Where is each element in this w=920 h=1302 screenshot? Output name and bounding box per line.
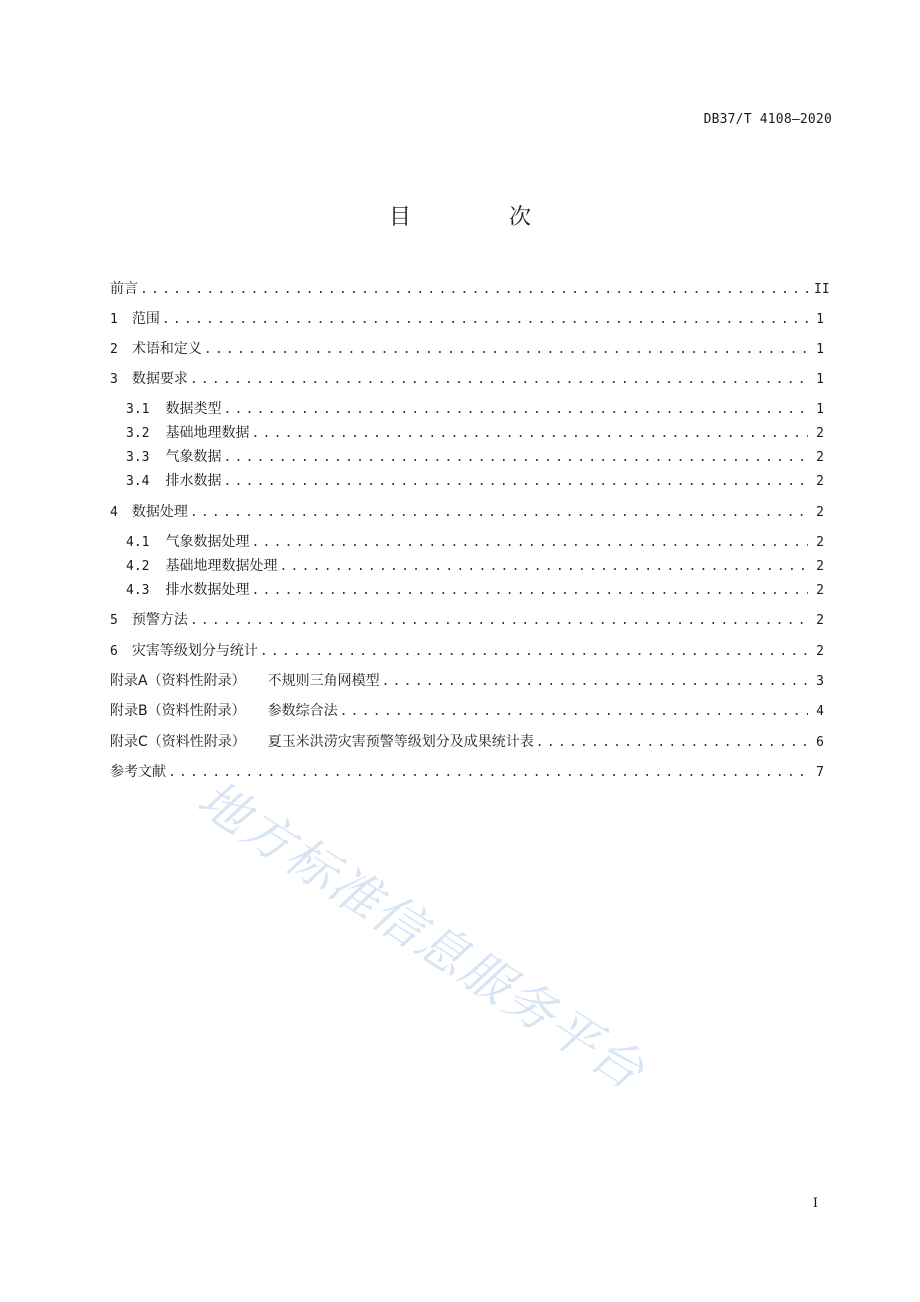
toc-section-number: 4 <box>110 505 118 520</box>
toc-page-number: 2 <box>816 426 824 441</box>
toc-leader-dots <box>223 472 808 492</box>
toc-entry-title: 参考文献 <box>110 764 166 780</box>
toc-entry-appendix-a[interactable] <box>110 671 824 691</box>
toc-entry-4[interactable] <box>110 502 824 522</box>
toc-entry-2[interactable] <box>110 339 824 359</box>
toc-entry-title: 基础地理数据 <box>165 425 250 441</box>
toc-page-number: 2 <box>816 559 824 574</box>
toc-section-number: 4.2 <box>126 559 150 574</box>
toc-entry-title: 数据类型 <box>165 401 222 417</box>
toc-leader-dots <box>251 533 808 553</box>
toc-leader-dots <box>162 310 808 330</box>
toc-appendix-prefix: 附录A（资料性附录） <box>110 673 246 689</box>
toc-entry-title: 夏玉米洪涝灾害预警等级划分及成果统计表 <box>267 734 534 750</box>
toc-entry-title: 灾害等级划分与统计 <box>131 643 258 659</box>
toc-entry-title: 前言 <box>110 281 138 297</box>
toc-leader-dots <box>251 424 808 444</box>
toc-page-number: 7 <box>816 765 824 780</box>
toc-entry-4-1[interactable] <box>110 532 824 552</box>
toc-leader-dots <box>190 370 808 390</box>
watermark-text: 地方标准信息服务平台 <box>187 769 656 1102</box>
toc-entry-3-1[interactable] <box>110 399 824 419</box>
toc-page-number: 2 <box>816 505 824 520</box>
toc-entry-title: 预警方法 <box>131 612 188 628</box>
toc-leader-dots <box>168 763 808 783</box>
toc-leader-dots <box>251 581 808 601</box>
toc-entry-6[interactable] <box>110 641 824 661</box>
toc-leader-dots <box>223 400 808 420</box>
toc-section-number: 3.1 <box>126 402 150 417</box>
page-title: 目 次 <box>388 205 569 230</box>
toc-page-number: 2 <box>816 474 824 489</box>
toc-page-number: 1 <box>816 372 824 387</box>
toc-entry-title: 不规则三角网模型 <box>267 673 380 689</box>
page-number: I <box>812 1196 818 1211</box>
toc-section-number: 4.3 <box>126 583 150 598</box>
toc-leader-dots <box>223 448 808 468</box>
toc-section-number: 3.4 <box>126 474 150 489</box>
toc-page-number: 3 <box>816 674 824 689</box>
document-code: DB37/T 4108—2020 <box>703 112 832 127</box>
toc-section-number: 3.3 <box>126 450 150 465</box>
toc-section-number: 1 <box>110 312 118 327</box>
toc-section-number: 6 <box>110 644 118 659</box>
toc-page-number: 1 <box>816 402 824 417</box>
toc-entry-appendix-b[interactable] <box>110 701 824 721</box>
toc-page-number: 4 <box>816 704 824 719</box>
toc-leader-dots <box>140 280 808 300</box>
toc-entry-4-3[interactable] <box>110 580 824 600</box>
toc-section-number: 4.1 <box>126 535 150 550</box>
toc-leader-dots <box>190 611 808 631</box>
toc-entry-3-4[interactable] <box>110 471 824 491</box>
toc-entry-3[interactable] <box>110 369 824 389</box>
toc-entry-references[interactable] <box>110 762 824 782</box>
toc-leader-dots <box>279 557 808 577</box>
toc-section-number: 3 <box>110 372 118 387</box>
toc-entry-3-3[interactable] <box>110 447 824 467</box>
toc-appendix-prefix: 附录B（资料性附录） <box>110 703 246 719</box>
toc-entry-title: 排水数据 <box>165 473 222 489</box>
toc-entry-appendix-c[interactable] <box>110 732 824 752</box>
toc-entry-title: 范围 <box>131 311 160 327</box>
toc-page-number: II <box>814 282 830 297</box>
toc-entry-title: 数据要求 <box>131 371 188 387</box>
toc-entry-title: 术语和定义 <box>131 341 202 357</box>
toc-leader-dots <box>382 672 808 692</box>
toc-entry-title: 气象数据处理 <box>165 534 250 550</box>
toc-section-number: 5 <box>110 613 118 628</box>
toc-appendix-prefix: 附录C（资料性附录） <box>110 734 246 750</box>
toc-leader-dots <box>190 503 808 523</box>
toc-leader-dots <box>260 642 808 662</box>
toc-page-number: 1 <box>816 342 824 357</box>
toc-entry-4-2[interactable] <box>110 556 824 576</box>
toc-leader-dots <box>204 340 808 360</box>
toc-page-number: 2 <box>816 613 824 628</box>
toc-entry-title: 基础地理数据处理 <box>165 558 278 574</box>
toc-section-number: 2 <box>110 342 118 357</box>
toc-entry-title: 参数综合法 <box>267 703 338 719</box>
toc-page-number: 2 <box>816 583 824 598</box>
toc-entry-title: 气象数据 <box>165 449 222 465</box>
toc-entry-3-2[interactable] <box>110 423 824 443</box>
toc-page-number: 2 <box>816 535 824 550</box>
toc-page-number: 1 <box>816 312 824 327</box>
toc-entry-1[interactable] <box>110 309 824 329</box>
toc-section-number: 3.2 <box>126 426 150 441</box>
toc-leader-dots <box>536 733 808 753</box>
toc-page-number: 2 <box>816 450 824 465</box>
toc-page-number: 6 <box>816 735 824 750</box>
toc-page-number: 2 <box>816 644 824 659</box>
toc-entry-title: 排水数据处理 <box>165 582 250 598</box>
toc-entry-title: 数据处理 <box>131 504 188 520</box>
toc-entry-5[interactable] <box>110 610 824 630</box>
toc-leader-dots <box>340 702 808 722</box>
toc-entry-foreword[interactable] <box>110 279 830 299</box>
